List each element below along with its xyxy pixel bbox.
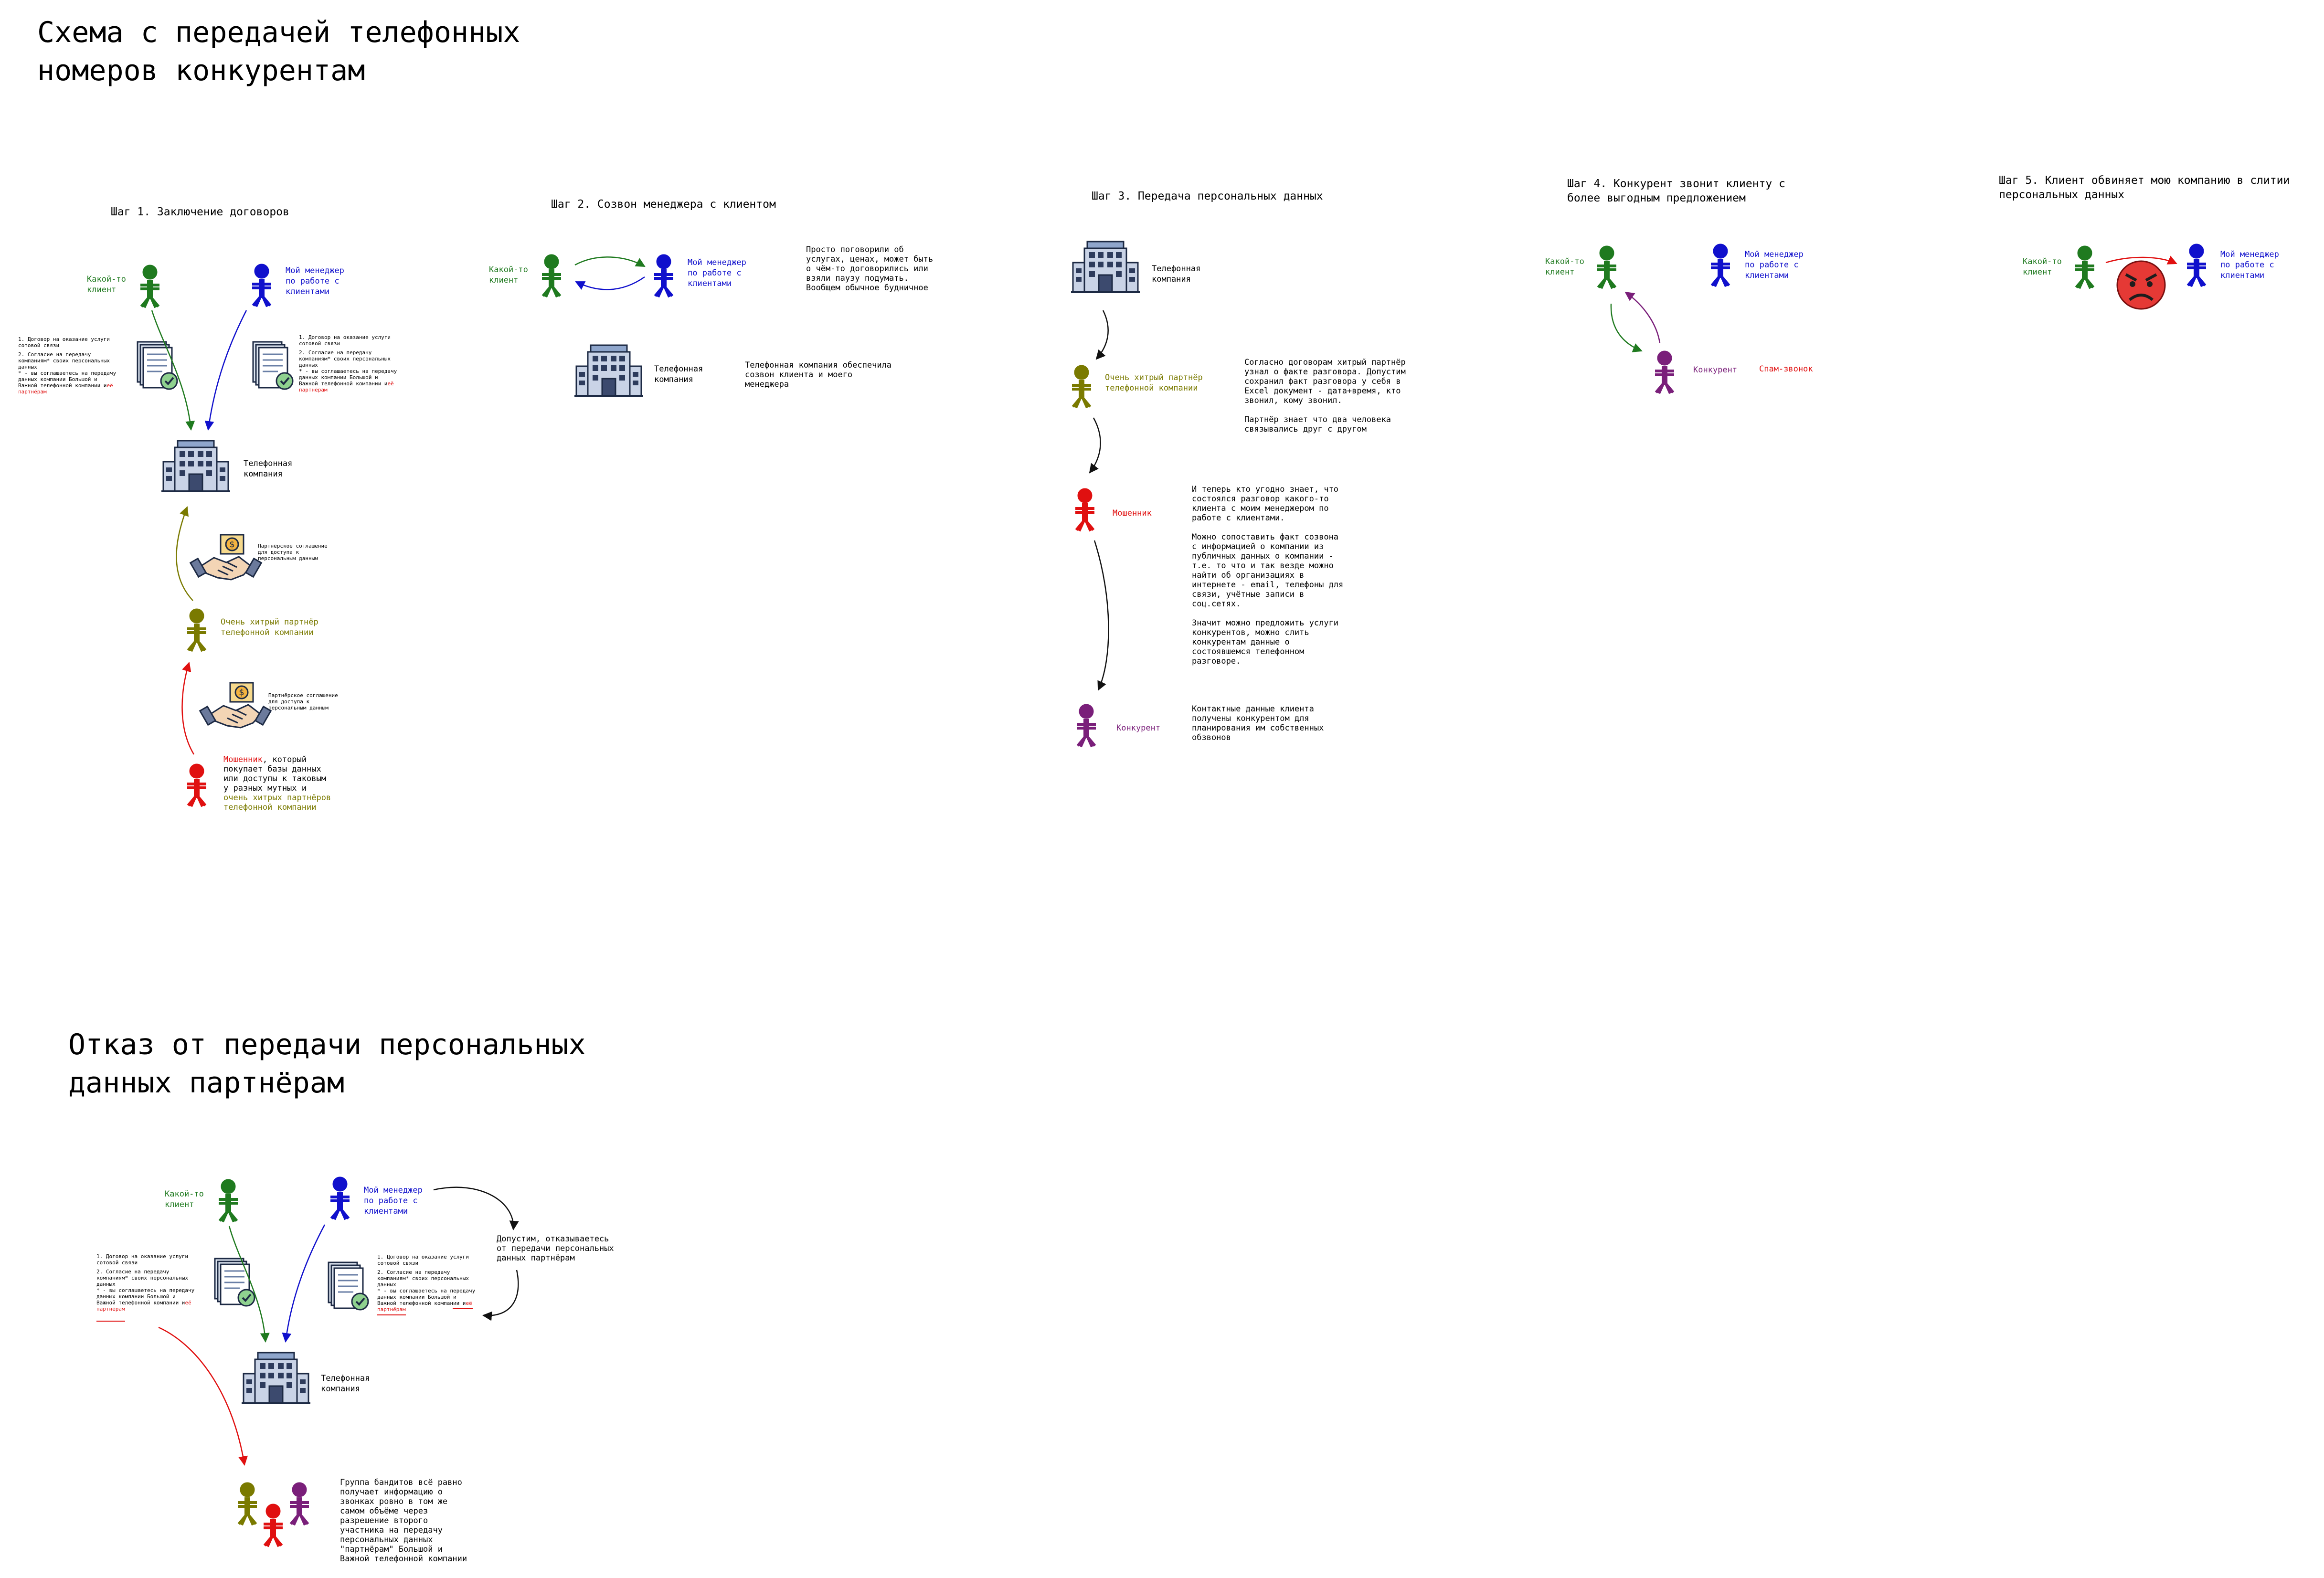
step2-company-building-icon — [574, 345, 643, 396]
step3-title: Шаг 3. Передача персональных данных — [1092, 190, 1323, 202]
step3-partner-label: Очень хитрый партнёр телефонной компании — [1105, 373, 1203, 393]
manager-person-icon — [252, 264, 271, 307]
fraudster-person-icon — [187, 764, 206, 806]
partner-agreement-note-2: Партнёрское соглашение для доступа к персональным данным — [268, 692, 338, 711]
refusal-manager-label: Мой менеджер по работе с клиентами — [364, 1186, 423, 1216]
refusal-client-document-icon — [215, 1259, 255, 1306]
step4-spam-call-label: Спам-звонок — [1759, 364, 1813, 374]
step3-company-to-partner-arrow — [1096, 310, 1108, 359]
partner-person-icon — [187, 609, 206, 651]
partner-label: Очень хитрый партнёр телефонной компании — [221, 617, 318, 637]
refusal-note: Допустим, отказываетесь от передачи персональных данных партнёрам — [497, 1234, 614, 1263]
step3-fraudster-label: Мошенник — [1113, 508, 1152, 518]
step2-client-label: Какой-то клиент — [489, 265, 528, 285]
refusal-manager-contract-note: 1. Договор на оказание услуги сотовой связи 2. Согласие на передачу компаниям* своих персональных данных * - вы соглашаетесь на передачу данных компании Большой и Важной телефонной компании иеё партнёрам — [377, 1254, 476, 1313]
step3-competitor-person-icon — [1077, 704, 1096, 747]
step2-company-note: Телефонная компания обеспечила созвон клиента и моего менеджера — [745, 360, 892, 389]
manager-to-company-arrow — [208, 310, 246, 430]
company-building-icon — [161, 441, 230, 491]
fraudster-note: Мошенник, который покупает базы данных или доступы к таковым у разных мутных и очень хитрых партнёров телефонной компании — [223, 755, 331, 812]
step3-fraudster-person-icon — [1075, 488, 1094, 531]
section1-title-line2: номеров конкурентам — [37, 54, 365, 87]
step3-partner-note: Согласно договорам хитрый партнёр узнал о факте разговора. Допустим сохранил факт разговора у себя в Excel документ - дата+время, кто звонил, кому звонил. Партнёр знает что два человека связывались друг с другом — [1244, 358, 1406, 434]
step3-competitor-note: Контактные данные клиента получены конкурентом для планирования им собственных обзвонов — [1192, 704, 1324, 742]
client-contract-note: 1. Договор на оказание услуги сотовой связи 2. Согласие на передачу компаниям* своих персональных данных * - вы соглашаетесь на передачу данных компании Большой и Важной телефонной компании иеё партнёрам — [18, 336, 117, 395]
step3-fraudster-note: И теперь кто угодно знает, что состоялся разговор какого-то клиента с моим менеджером по работе с клиентами. Можно сопоставить факт созвона с информацией о компании из публичных данных о компании - т.е. то что и так везде можно найти об организациях в интернете - email, телефоны для связи, учётные записи в соц.сетях. Значит можно предложить услуги конкурентов, можно слить конкурентам данные о состоявшемся телефонном разговоре. — [1192, 485, 1344, 666]
bandit-partner-person-icon — [238, 1483, 257, 1525]
step2-manager-to-client-arrow — [576, 277, 645, 289]
step2-conversation-note: Просто поговорили об услугах, ценах, может быть о чём-то договорились или взяли паузу подумать. Вообщем обычное будничное — [806, 245, 934, 293]
step2-title: Шаг 2. Созвон менеджера с клиентом — [551, 198, 776, 211]
step4-client-to-competitor-arrow — [1611, 304, 1642, 351]
step4-competitor-label: Конкурент — [1693, 365, 1738, 375]
refusal-client-label: Какой-то клиент — [165, 1189, 204, 1209]
refusal-note-in-arrow — [434, 1187, 513, 1229]
step5-manager-label: Мой менеджер по работе с клиентами — [2220, 250, 2279, 280]
manager-contract-document-icon — [253, 342, 293, 389]
section2-title-line2: данных партнёрам — [68, 1066, 344, 1100]
step3-fraudster-to-competitor-arrow — [1094, 540, 1109, 690]
partner-agreement-note-1: Партнёрское соглашение для доступа к персональным данным — [258, 543, 328, 561]
company-label: Телефонная компания — [244, 459, 293, 479]
client-contract-document-icon — [138, 342, 177, 389]
refusal-manager-document-icon — [329, 1262, 368, 1310]
step5-client-label: Какой-то клиент — [2023, 257, 2062, 277]
step3-competitor-label: Конкурент — [1116, 723, 1161, 733]
section2-title: Отказ от передачи персональных — [68, 1028, 586, 1061]
step1-title: Шаг 1. Заключение договоров — [111, 206, 289, 218]
partner-agreement-handshake-icon — [191, 535, 262, 580]
refusal-company-building-icon — [242, 1353, 310, 1403]
client-label: Какой-то клиент — [87, 275, 126, 295]
step2-manager-person-icon — [654, 254, 673, 297]
angry-face-icon — [2117, 261, 2165, 309]
fraudster-to-partner-arrow — [182, 663, 194, 754]
step4-manager-label: Мой менеджер по работе с клиентами — [1745, 250, 1804, 280]
step2-company-label: Телефонная компания — [654, 364, 703, 384]
step3-company-building-icon — [1071, 242, 1140, 292]
step4-client-person-icon — [1597, 246, 1616, 288]
step2-client-person-icon — [542, 254, 561, 297]
step4-manager-person-icon — [1711, 244, 1730, 286]
refusal-manager-to-company-arrow — [286, 1225, 325, 1342]
step3-partner-to-fraudster-arrow — [1090, 418, 1101, 473]
step4-title: Шаг 4. Конкурент звонит клиенту с более выгодным предложением — [1567, 178, 1785, 204]
bandit-fraudster-person-icon — [264, 1504, 283, 1546]
fraud-agreement-handshake-icon — [200, 683, 271, 728]
refusal-company-label: Телефонная компания — [321, 1374, 370, 1394]
step4-client-label: Какой-то клиент — [1545, 257, 1584, 277]
step4-competitor-person-icon — [1655, 351, 1674, 393]
step2-manager-label: Мой менеджер по работе с клиентами — [688, 258, 746, 288]
manager-contract-note: 1. Договор на оказание услуги сотовой связи 2. Согласие на передачу компаниям* своих персональных данных * - вы соглашаетесь на передачу данных компании Большой и Важной телефонной компании иеё партнёрам — [299, 334, 397, 393]
step5-manager-person-icon — [2187, 244, 2206, 286]
bandits-note: Группа бандитов всё равно получает информацию о звонках ровно в том же самом объёме через разрешение второго участника на передачу персональных данных "партнёрам" Большой и Важной телефонной компании — [340, 1478, 467, 1564]
bandit-competitor-person-icon — [290, 1483, 309, 1525]
partner-to-company-arrow — [176, 507, 193, 601]
refusal-client-contract-note: 1. Договор на оказание услуги сотовой связи 2. Согласие на передачу компаниям* своих персональных данных * - вы соглашаетесь на передачу данных компании Большой и Важной телефонной компании иеё партнёрам — [96, 1253, 195, 1312]
refusal-bandits-arrow — [159, 1327, 244, 1465]
section1-title: Схема с передачей телефонных — [37, 16, 520, 49]
manager-label: Мой менеджер по работе с клиентами — [286, 266, 344, 297]
step3-partner-person-icon — [1072, 365, 1091, 408]
step5-title: Шаг 5. Клиент обвиняет мою компанию в слитии персональных данных — [1999, 174, 2290, 201]
refusal-client-person-icon — [219, 1179, 238, 1222]
client-person-icon — [140, 265, 159, 307]
step5-client-person-icon — [2075, 246, 2094, 288]
refusal-manager-person-icon — [330, 1177, 350, 1219]
step4-competitor-to-client-arrow — [1625, 292, 1660, 343]
step2-client-to-manager-arrow — [575, 257, 645, 266]
step3-company-label: Телефонная компания — [1152, 264, 1201, 284]
